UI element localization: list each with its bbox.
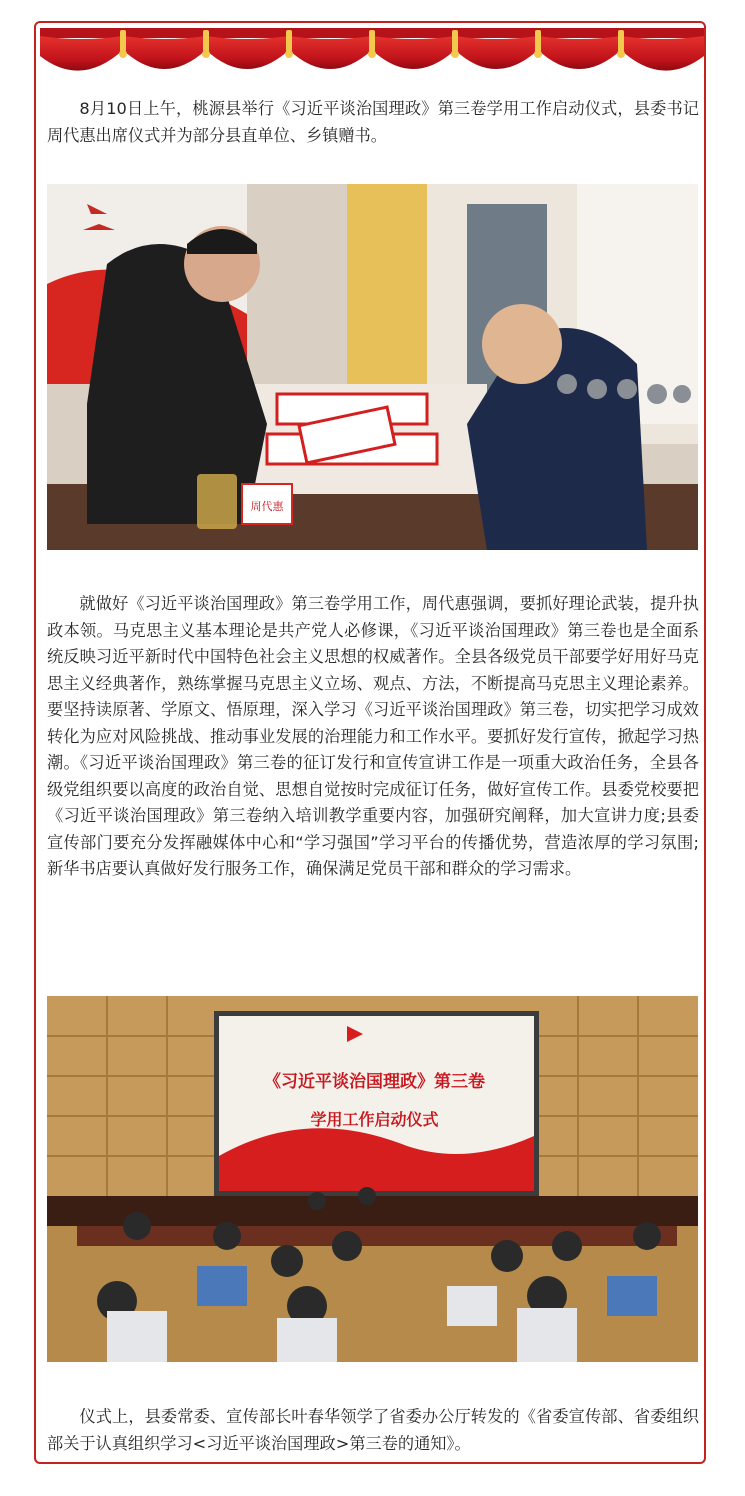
screen-title: 《习近平谈治国理政》第三卷: [264, 1072, 485, 1092]
red-curtain-decoration: [40, 28, 704, 88]
screen-subtitle: 学用工作启动仪式: [310, 1110, 439, 1129]
photo-book-gifting: [47, 184, 698, 550]
article-paragraph-1: 8月10日上午，桃源县举行《习近平谈治国理政》第三卷学用工作启动仪式，县委书记周代惠出席仪式并为部分县直单位、乡镇赠书。: [47, 99, 699, 145]
article-paragraph-2: 就做好《习近平谈治国理政》第三卷学用工作，周代惠强调，要抓好理论武装，提升执政本领。马克思主义基本理论是共产党人必修课，《习近平谈治国理政》第三卷也是全面系统反映习近平新时代中国特色社会主义思想的权威著作。全县各级党员干部要学好用好马克思主义经典著作，熟练掌握马克思主义立场、观点、方法，不断提高马克思主义理论素养。要坚持读原著、学原文、悟原理，深入学习《习近平谈治国理政》第三卷，切实把学习成效转化为应对风险挑战、推动事业发展的治理能力和工作水平。要抓好发行宣传，掀起学习热潮。《习近平谈治国理政》第三卷的征订发行和宣传宣讲工作是一项重大政治任务，全县各级党组织要以高度的政治自觉、思想自觉按时完成征订任务，做好宣传工作。县委党校要把《习近平谈治国理政》第三卷纳入培训教学重要内容，加强研究阐释，加大宣讲力度;县委宣传部门要充分发挥融媒体中心和“学习强国”学习平台的传播优势，营造浓厚的学习氛围;新华书店要认真做好发行服务工作，确保满足党员干部和群众的学习需求。: [47, 594, 699, 878]
article-paragraph-3: 仪式上，县委常委、宣传部长叶春华领学了省委办公厅转发的《省委宣传部、省委组织部关于认真组织学习<习近平谈治国理政>第三卷的通知》。: [47, 1407, 699, 1453]
nameplate-text: 周代惠: [250, 500, 284, 513]
photo-ceremony-hall: [47, 996, 698, 1362]
